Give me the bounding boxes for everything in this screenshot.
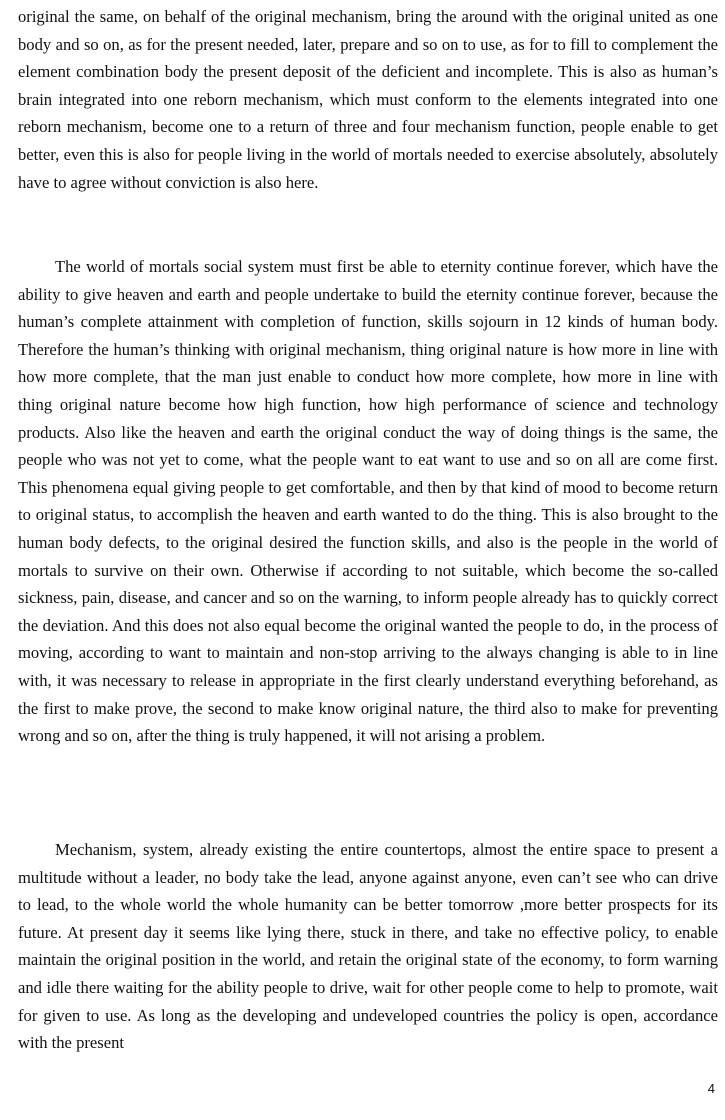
paragraph-1: original the same, on behalf of the original mechanism, bring the around with the original united as one body and so on, as for the present needed, later, prepare and so on to use, as for to fill to complement the element combination body the present deposit of the deficient and incomplete. This is also as human’s brain integrated into one reborn mechanism, which must conform to the elements integrated into one reborn mechanism, become one to a return of three and four mechanism function, people enable to get better, even this is also for people living in the world of mortals needed to exercise absolutely, absolutely have to agree without conviction is also here.: [18, 7, 718, 192]
paragraph-2: The world of mortals social system must first be able to eternity continue forever, which have the ability to give heaven and earth and people undertake to build the eternity continue forever, because the human’s complete attainment with completion of function, skills sojourn in 12 kinds of human body. Therefore the human’s thinking with original mechanism, thing original nature is how more in line with how more complete, that the man just enable to conduct how more complete, how more in line with thing original nature become how high function, how high performance of science and technology products. Also like the heaven and earth the original conduct the way of doing things is the same, the people who was not yet to come, what the people want to eat want to use and so on all are come first. This phenomena equal giving people to get comfortable, and then by that kind of mood to become return to original status, to accomplish the heaven and earth wanted to do the thing. This is also brought to the human body defects, to the original desired the function skills, and also is the people in the world of mortals to survive on their own. Otherwise if according to not suitable, which become the so-called sickness, pain, disease, and cancer and so on the warning, to inform people already has to quickly correct the deviation. And this does not also equal become the original wanted the people to do, in the process of moving, according to want to maintain and non-stop arriving to the always changing is able to in line with, it was necessary to release in appropriate in the first clearly understand everything beforehand, as the first to make prove, the second to make know original nature, the third also to make for preventing wrong and so on, after the thing is truly happened, it will not arising a problem.: [18, 257, 718, 746]
paragraph-3: Mechanism, system, already existing the entire countertops, almost the entire space to present a multitude without a leader, no body take the lead, anyone against anyone, even can’t see who can drive to lead, to the whole world the whole humanity can be better tomorrow ,more better prospects for its future. At present day it seems like lying there, stuck in there, and take no effective policy, to enable maintain the original position in the world, and retain the original state of the economy, to form warning and idle there waiting for the ability people to drive, wait for other people come to help to promote, wait for given to use. As long as the developing and undeveloped countries the policy is open, accordance with the present: [18, 840, 718, 1053]
page-number: 4: [707, 1081, 715, 1096]
